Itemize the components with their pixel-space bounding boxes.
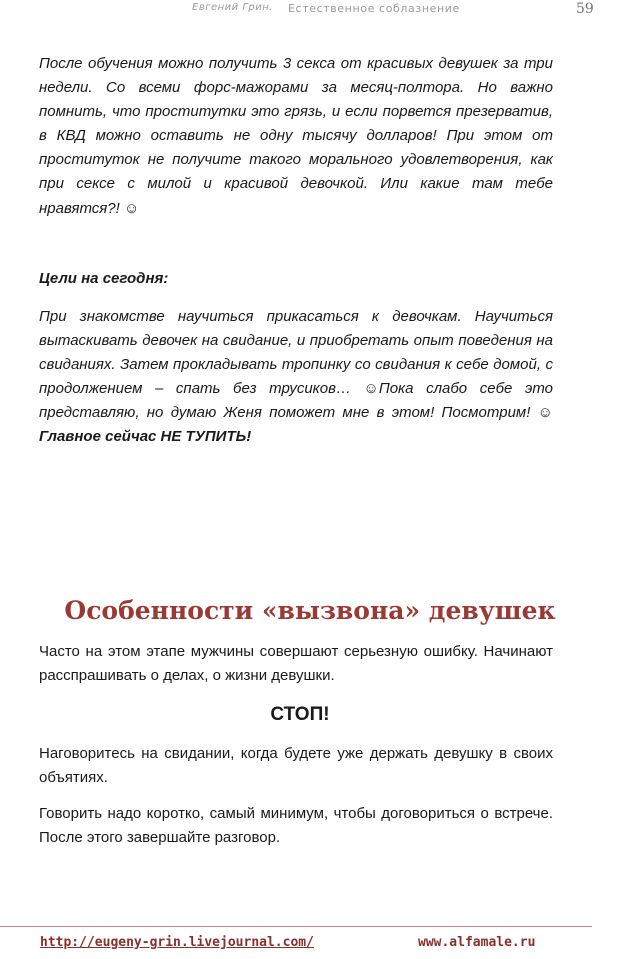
- paragraph-goals-text: При знакомстве научиться прикасаться к девочкам. Научиться вытаскивать девочек на свидание, и приобретать опыт поведения на свиданиях. Затем прокладывать тропинку со свидания к себе домой, с продолжением – спать без трусиков… ☺Пока слабо себе это представляю, но думаю Женя поможет мне в этом! Посмотрим! ☺: [39, 308, 553, 422]
- footer-site: www.alfamale.ru: [418, 935, 536, 950]
- footer-livejournal-link[interactable]: http://eugeny-grin.livejournal.com/: [40, 935, 314, 950]
- goals-heading: Цели на сегодня:: [39, 270, 169, 287]
- paragraph-goals-emphasis: Главное сейчас НЕ ТУПИТЬ!: [39, 428, 252, 446]
- header-author: Евгений Грин.: [192, 2, 273, 13]
- paragraph-training: После обучения можно получить 3 секса от красивых девушек за три недели. Со всеми форс-мажорами за месяц-полтора. Но важно помнить, что проститутки это грязь, и если порвется презерватив, в КВД можно оставить не одну тысячу долларов! При этом от проституток не получите такого морального удовлетворения, как при сексе с милой и красивой девочкой. Или какие там тебе нравятся?! ☺: [39, 55, 553, 217]
- paragraph-mistake: Часто на этом этапе мужчины совершают серьезную ошибку. Начинают расспрашивать о делах, о жизни девушки.: [39, 643, 553, 685]
- paragraph-goals: [39, 305, 553, 450]
- header-book-title: Естественное соблазнение: [288, 2, 460, 15]
- section-title: Особенности «вызвона» девушек: [64, 596, 556, 625]
- stop-callout: СТОП!: [270, 704, 330, 725]
- page-header: [0, 2, 620, 20]
- footer-divider: [0, 926, 592, 927]
- paragraph-date-talk: Наговоритесь на свидании, когда будете уже держать девушку в своих объятиях.: [39, 745, 553, 787]
- paragraph-short-call: Говорить надо коротко, самый минимум, чтобы договориться о встрече. После этого завершайте разговор.: [39, 805, 553, 847]
- page-number: 59: [576, 1, 594, 17]
